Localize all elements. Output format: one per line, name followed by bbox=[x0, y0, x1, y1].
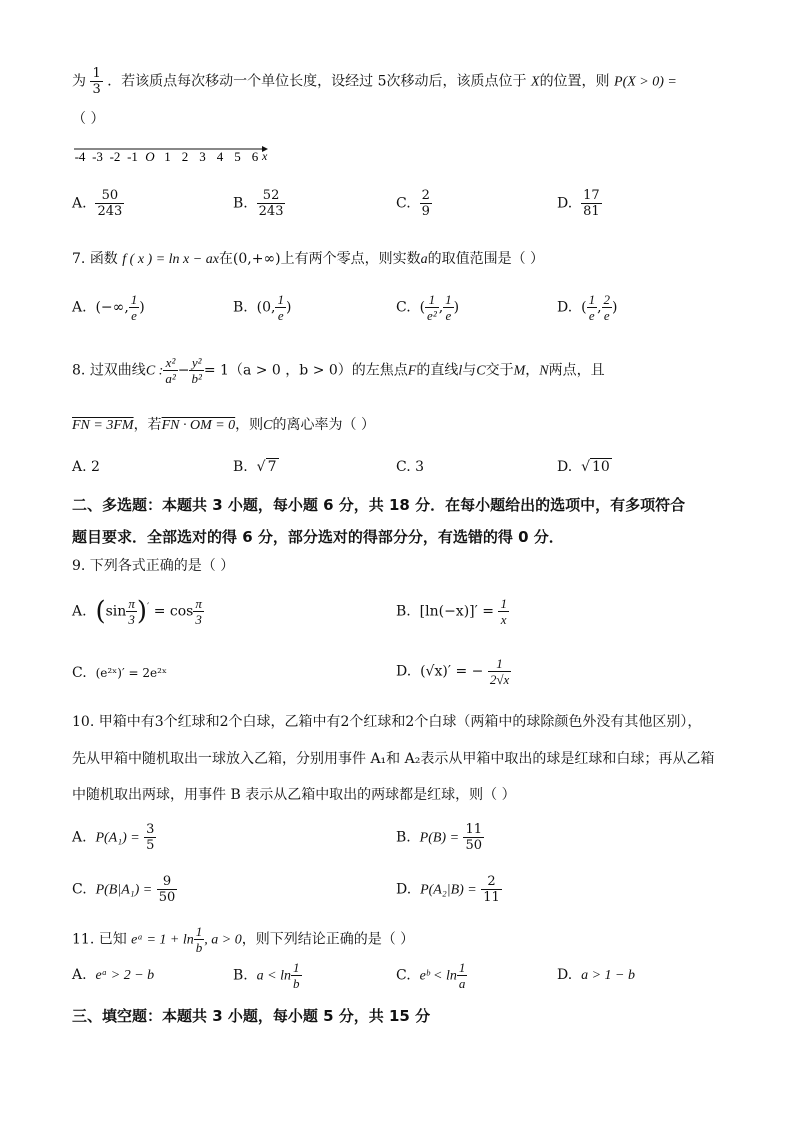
q10-stem-line1: 10. 甲箱中有3个红球和2个白球，乙箱中有2个红球和2个白球（两箱中的球除颜色外没有其他区别）， bbox=[72, 714, 702, 730]
q7-d-num2: 2 bbox=[603, 292, 611, 307]
q10-a-num: 3 bbox=[146, 822, 155, 837]
q7-c-frac1 bbox=[425, 292, 439, 323]
number-line-label: -4 bbox=[74, 149, 86, 164]
q8-option-b-label: B. bbox=[233, 459, 248, 475]
q7-option-a-label: A. bbox=[72, 299, 87, 316]
q6-option-d-label: D. bbox=[557, 195, 573, 212]
q9-option-b[interactable] bbox=[396, 596, 509, 627]
q9-d-den: 2√x bbox=[489, 672, 510, 687]
q9-d-num: 1 bbox=[488, 656, 511, 672]
q6-option-c-label: C. bbox=[396, 195, 411, 212]
q11-c-frac bbox=[457, 960, 468, 991]
q10-d-lhs: P(A₂|B) = bbox=[420, 882, 477, 898]
q7-a-den: e bbox=[131, 308, 137, 323]
q10-c-num: 9 bbox=[157, 874, 178, 890]
q6-fraction bbox=[90, 66, 102, 97]
q8-option-a[interactable] bbox=[72, 458, 100, 476]
q6-option-c[interactable] bbox=[396, 188, 432, 219]
q6-option-c-frac bbox=[420, 188, 432, 219]
q8-option-c-value: 3 bbox=[415, 459, 425, 475]
q11-c-den: a bbox=[458, 976, 466, 991]
q6-number-line bbox=[72, 140, 282, 166]
q7-a-frac bbox=[129, 292, 140, 323]
q8-text-mid3: 交于 bbox=[485, 362, 514, 379]
q7-text-post2: 的取值范围是（ ） bbox=[427, 251, 545, 267]
q10-b-num: 11 bbox=[465, 822, 483, 837]
q8-frac-y bbox=[189, 355, 203, 386]
q6-stem-line bbox=[72, 66, 677, 97]
q9-a-three: 3 bbox=[128, 612, 135, 627]
q7-d-den2: e bbox=[603, 308, 610, 323]
number-line-label: 1 bbox=[164, 149, 171, 164]
q7-text-mid: 在 bbox=[218, 251, 233, 267]
q8-m: M bbox=[513, 363, 526, 379]
q7-a-right: ) bbox=[139, 299, 145, 316]
q11-frac bbox=[194, 924, 205, 955]
q11-c-label: C. bbox=[396, 967, 411, 984]
q9-c-label: C. bbox=[72, 665, 87, 681]
q8-option-b[interactable]: B. √ 7 bbox=[233, 459, 277, 475]
q9-b-frac bbox=[498, 596, 509, 627]
q10-c-label: C. bbox=[72, 881, 87, 898]
q10-option-a[interactable] bbox=[72, 822, 156, 853]
q11-a-expr: eᵃ > 2 − b bbox=[95, 968, 155, 983]
q9-a-sin: sin bbox=[105, 603, 127, 620]
q8-tail: 的离心率为（ ） bbox=[272, 417, 375, 433]
q9-a-frac2: $\frac{\pi}{3}$ bbox=[195, 596, 202, 627]
q10-b-frac bbox=[463, 822, 484, 853]
q6-c-den: 9 bbox=[421, 204, 430, 219]
q10-c-den: 50 bbox=[158, 890, 176, 905]
q7-option-d[interactable]: D. ( $\frac{1}{e}$ , $\frac{2}{e}$ ) bbox=[557, 292, 618, 323]
q7-b-num: 1 bbox=[277, 292, 284, 307]
q8-vec-mid: ，若 bbox=[133, 417, 162, 433]
number-line-ticks bbox=[75, 149, 259, 164]
q10-stem-line3: 中随机取出两球，用事件 B 表示从乙箱中取出的两球都是红球，则（ ） bbox=[72, 787, 516, 803]
q6-answer-paren: （ ） bbox=[72, 111, 105, 127]
q9-b-num: 1 bbox=[500, 596, 507, 611]
q8-option-d[interactable]: D. √ 10 bbox=[557, 459, 610, 475]
q8-y2: y² bbox=[189, 355, 203, 371]
q11-den: b bbox=[195, 940, 203, 955]
q6-frac-den: 3 bbox=[92, 82, 101, 97]
number-line-label: O bbox=[145, 149, 155, 164]
q10-b-lhs: P(B) = bbox=[419, 830, 460, 846]
q7-option-c-label: C. bbox=[396, 299, 411, 316]
q7-option-c[interactable]: C. ( $\frac{1}{\text{e²}}$ , $\frac{1}{e}$ ) bbox=[396, 292, 460, 323]
number-line-label: 4 bbox=[216, 149, 224, 164]
q9-a-frac bbox=[126, 596, 137, 627]
q6-option-a-frac bbox=[95, 188, 124, 219]
q10-d-label: D. bbox=[396, 881, 412, 898]
q11-a-label: A. bbox=[72, 967, 87, 983]
q7-interval: (0,+∞) bbox=[232, 251, 281, 267]
number-line-label: 6 bbox=[251, 149, 259, 164]
q6-expr: P(X > 0) = bbox=[614, 74, 677, 90]
q6-option-b-label: B. bbox=[233, 195, 248, 212]
q8-frac-x bbox=[163, 355, 177, 386]
q11-b-den: b bbox=[293, 976, 300, 991]
q10-a-den: 5 bbox=[146, 838, 155, 853]
q7-b-right: ) bbox=[285, 299, 292, 316]
q8-a2: a² bbox=[165, 371, 176, 386]
q10-d-num: 2 bbox=[481, 874, 502, 890]
q8-option-d-value: 10 bbox=[592, 459, 610, 475]
q8-c2: C bbox=[263, 418, 273, 433]
q7-option-a[interactable] bbox=[72, 292, 145, 323]
q6-frac-num: 1 bbox=[92, 66, 101, 81]
q10-d-den: 11 bbox=[483, 890, 500, 905]
q7-c-num1: 1 bbox=[425, 292, 439, 308]
q11-text-pre: 11. 已知 bbox=[72, 931, 127, 948]
q8-eq1: = 1 bbox=[203, 362, 229, 379]
number-line-label: -3 bbox=[92, 149, 103, 164]
q8-focus: F bbox=[407, 363, 417, 379]
number-line-label: 2 bbox=[181, 149, 189, 164]
q9-stem: 9. 下列各式正确的是（ ） bbox=[72, 558, 235, 574]
q7-c-den2: e bbox=[445, 308, 452, 323]
q8-stem-line1 bbox=[72, 355, 605, 386]
q11-b-label: B. bbox=[233, 967, 248, 984]
q11-b-frac bbox=[291, 960, 302, 991]
number-line-label: -2 bbox=[109, 149, 121, 164]
q7-text-pre: 函数 bbox=[89, 251, 118, 267]
q6-text-post: 的位置，则 bbox=[539, 73, 610, 90]
q9-a-eq: = cos bbox=[153, 603, 194, 620]
number-line-label: 3 bbox=[199, 149, 206, 164]
q9-a-label: A. bbox=[72, 603, 87, 620]
q8-minus: − bbox=[177, 362, 190, 379]
q6-option-d-frac bbox=[581, 188, 602, 219]
q7-a-num: 1 bbox=[130, 292, 138, 307]
q8-option-a-value: 2 bbox=[91, 459, 100, 475]
q8-text-post: 两点，且 bbox=[548, 362, 605, 379]
q9-option-a[interactable]: A. (sin $\frac{\pi}{3}$ )′ = cos $\frac{\pi}{3}$ bbox=[72, 596, 202, 627]
q6-c-num: 2 bbox=[421, 188, 430, 203]
q6-a-den: 243 bbox=[97, 204, 123, 219]
q7-option-b-label: B. bbox=[233, 299, 248, 316]
q11-c-num: 1 bbox=[458, 960, 466, 975]
q11-d-expr: a > 1 − b bbox=[581, 968, 635, 983]
q10-b-den: 50 bbox=[465, 838, 483, 853]
q10-d-frac bbox=[481, 874, 502, 905]
q10-c-frac bbox=[157, 874, 178, 905]
q6-option-d[interactable] bbox=[557, 188, 602, 219]
q11-text-post: ，则下列结论正确的是（ ） bbox=[241, 931, 415, 948]
q6-text-mid: ．若该质点每次移动一个单位长度，设经过 5次移动后，该质点位于 bbox=[107, 73, 527, 90]
number-line-label: 5 bbox=[234, 149, 241, 164]
q8-option-c[interactable] bbox=[396, 458, 424, 476]
q7-c-right: ) bbox=[453, 299, 460, 316]
q10-option-d[interactable] bbox=[396, 874, 502, 905]
number-line-axis-var: x bbox=[262, 149, 268, 163]
q9-option-c[interactable] bbox=[72, 664, 167, 682]
q9-c-expr: (e²ˣ)′ = 2e²ˣ bbox=[95, 666, 167, 680]
q6-b-num: 52 bbox=[257, 188, 286, 204]
q10-a-label: A. bbox=[72, 829, 87, 846]
q8-c: C bbox=[476, 363, 486, 379]
q7-d-num1: 1 bbox=[588, 292, 596, 307]
section2-heading-line2: 题目要求．全部选对的得 6 分，部分选对的得部分分，有选错的得 0 分． bbox=[72, 528, 564, 546]
q6-b-den: 243 bbox=[258, 204, 284, 219]
q10-a-frac bbox=[144, 822, 156, 853]
q9-d-lhs: (√x)′ = − bbox=[420, 663, 484, 680]
q7-a-left: (−∞, bbox=[95, 299, 129, 316]
q8-number: 8. bbox=[72, 362, 86, 379]
q8-cond: （a > 0 ，b > 0）的左焦点 bbox=[228, 362, 408, 379]
q7-c-den1: e² bbox=[427, 308, 437, 323]
q8-n: N bbox=[539, 363, 549, 379]
q7-option-d-label: D. bbox=[557, 299, 573, 316]
q9-a-pi: π bbox=[128, 596, 135, 611]
q7-stem bbox=[72, 250, 544, 269]
q7-text-post: 上有两个零点，则实数 bbox=[280, 251, 421, 267]
q8-comma: ， bbox=[525, 362, 540, 379]
q7-b-den: e bbox=[277, 308, 284, 323]
q7-c-num2: 1 bbox=[445, 292, 452, 307]
q6-option-b[interactable] bbox=[233, 188, 285, 219]
q11-b-lhs: a < ln bbox=[256, 968, 291, 984]
q6-var-x: X bbox=[531, 74, 540, 90]
q8-stem-line2 bbox=[72, 416, 375, 435]
q10-c-lhs: P(B|A₁) = bbox=[95, 882, 153, 898]
q7-d-right: ) bbox=[612, 299, 618, 316]
q7-function: f ( x ) = ln x − ax bbox=[122, 252, 219, 267]
q8-vec2: FN · OM = 0 bbox=[161, 418, 236, 433]
q9-d-frac bbox=[488, 656, 511, 687]
q8-option-a-label: A. bbox=[72, 459, 87, 475]
q8-text-mid2: 与 bbox=[462, 362, 477, 379]
q6-text-pre: 为 bbox=[72, 73, 86, 90]
q6-option-a[interactable] bbox=[72, 188, 124, 219]
q7-d-frac2 bbox=[602, 292, 613, 323]
q8-option-d-label: D. bbox=[557, 459, 573, 475]
q7-d-frac1 bbox=[587, 292, 598, 323]
q6-d-num: 17 bbox=[583, 188, 600, 203]
q6-option-a-label: A. bbox=[72, 195, 87, 212]
q11-b-num: 1 bbox=[293, 960, 300, 975]
q9-option-d[interactable] bbox=[396, 656, 511, 687]
q7-b-left: (0, bbox=[256, 299, 276, 316]
q7-d-left: ( bbox=[581, 299, 587, 316]
q8-curve: C : bbox=[145, 363, 164, 379]
q10-option-c[interactable] bbox=[72, 874, 177, 905]
number-line-label: -1 bbox=[127, 149, 138, 164]
q11-c-lhs: eᵇ < ln bbox=[419, 968, 457, 984]
q11-expr: eᵃ = 1 + ln bbox=[131, 932, 194, 948]
section3-heading: 三、填空题：本题共 3 小题，每小题 5 分，共 15 分 bbox=[72, 1007, 431, 1025]
q11-option-d[interactable] bbox=[557, 966, 635, 985]
q9-b-den: x bbox=[500, 612, 507, 627]
q10-option-b[interactable] bbox=[396, 822, 484, 853]
q11-num: 1 bbox=[195, 924, 203, 939]
q7-number: 7. bbox=[72, 251, 86, 267]
q10-a-lhs: P(A₁) = bbox=[95, 830, 140, 846]
q10-stem-line2: 先从甲箱中随机取出一球放入乙箱，分别用事件 A₁和 A₂表示从甲箱中取出的球是红球和白球；再从乙箱 bbox=[72, 751, 715, 767]
q11-option-c[interactable] bbox=[396, 960, 467, 991]
q11-option-b[interactable] bbox=[233, 960, 302, 991]
q8-b2: b² bbox=[191, 371, 202, 386]
q8-text-pre: 过双曲线 bbox=[89, 362, 146, 379]
q8-text-mid: 的直线 bbox=[416, 362, 459, 379]
q8-vec1: FN = 3FM bbox=[72, 418, 134, 433]
q11-cond: , a > 0 bbox=[204, 932, 242, 948]
q6-a-num: 50 bbox=[95, 188, 124, 204]
q9-b-lhs: [ln(−x)]′ = bbox=[419, 603, 494, 620]
q7-option-b[interactable] bbox=[233, 292, 291, 323]
q8-option-c-label: C. bbox=[396, 459, 411, 475]
q7-var: a bbox=[420, 252, 428, 267]
q11-d-label: D. bbox=[557, 967, 573, 983]
q11-stem bbox=[72, 924, 414, 955]
section2-heading-line1: 二、多选题：本题共 3 小题，每小题 6 分，共 18 分．在每小题给出的选项中，有多项符合 bbox=[72, 496, 686, 514]
q11-option-a[interactable] bbox=[72, 966, 154, 985]
q8-x2: x² bbox=[163, 355, 177, 371]
q7-c-frac2 bbox=[443, 292, 454, 323]
q10-b-label: B. bbox=[396, 829, 411, 846]
q8-line: l bbox=[458, 363, 463, 379]
q9-d-label: D. bbox=[396, 663, 412, 680]
q6-d-den: 81 bbox=[583, 204, 600, 219]
q7-c-left: ( bbox=[419, 299, 426, 316]
q7-b-frac bbox=[275, 292, 286, 323]
q7-d-den1: e bbox=[588, 308, 595, 323]
q6-option-b-frac bbox=[257, 188, 286, 219]
q8-option-b-value: 7 bbox=[267, 459, 277, 475]
q9-b-label: B. bbox=[396, 603, 411, 620]
q8-vec-post: ，则 bbox=[235, 417, 264, 433]
